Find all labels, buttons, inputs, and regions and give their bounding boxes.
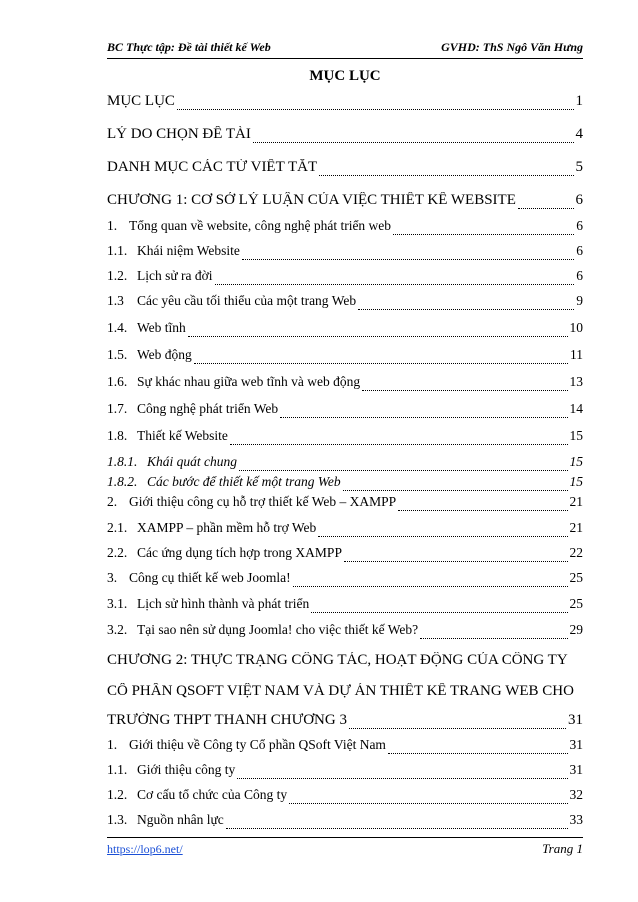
- toc-entry-page: 6: [575, 192, 583, 208]
- footer-link[interactable]: https://lop6.net/: [107, 842, 183, 856]
- toc-entry-text: Thiết kế Website: [137, 428, 228, 443]
- toc-entry-page: 33: [569, 812, 583, 827]
- toc-dot-leader: [239, 470, 568, 471]
- page-title: MỤC LỤC: [309, 68, 381, 84]
- toc-dot-leader: [343, 490, 568, 491]
- toc-entry-text: Lịch sử hình thành và phát triển: [137, 596, 310, 611]
- toc-entry-page: 22: [569, 545, 583, 560]
- toc-dot-leader: [344, 561, 568, 562]
- header-report-title: BC Thực tập: Đề tài thiết kế Web: [107, 40, 271, 54]
- page-footer: [107, 837, 583, 859]
- toc-entry[interactable]: [107, 401, 583, 423]
- toc-entry-text: Lịch sử ra đời: [137, 268, 213, 283]
- toc-dot-leader: [398, 510, 567, 511]
- toc-entry-text: MỤC LỤC: [107, 93, 175, 109]
- toc-dot-leader: [319, 175, 573, 176]
- toc-entry-text: Khái quát chung: [147, 454, 237, 469]
- toc-dot-leader: [420, 638, 567, 639]
- toc-dot-leader: [230, 444, 568, 445]
- toc-entry-text: Các bước để thiết kế một trang Web: [147, 474, 341, 489]
- toc-entry-page: 31: [569, 737, 583, 752]
- toc-entry-page: 13: [569, 374, 583, 389]
- toc-entry-number: 3.1.: [107, 596, 128, 611]
- toc-dot-leader: [358, 309, 574, 310]
- toc-dot-leader: [215, 284, 575, 285]
- toc-entry[interactable]: [107, 347, 583, 369]
- toc-entry-number: 1.8.1.: [107, 454, 138, 469]
- toc-entry-number: 1.5.: [107, 347, 128, 362]
- toc-entry-text: Giới thiệu công cụ hỗ trợ thiết kế Web – XAMPP: [129, 494, 397, 509]
- toc-dot-leader: [237, 778, 567, 779]
- toc-entry-text: Tại sao nên sử dụng Joomla! cho việc thiết kế Web?: [137, 622, 419, 637]
- toc-entry[interactable]: [107, 93, 583, 115]
- toc-entry[interactable]: [107, 596, 583, 618]
- toc-dot-leader: [393, 234, 574, 235]
- toc-entry[interactable]: [107, 494, 583, 516]
- toc-entry[interactable]: [107, 683, 583, 705]
- toc-entry-page: 9: [576, 293, 583, 308]
- toc-entry[interactable]: [107, 787, 583, 809]
- toc-entry-number: 1.1.: [107, 243, 128, 258]
- toc-entry-text: Giới thiệu về Công ty Cổ phần QSoft Việt Nam: [129, 737, 386, 752]
- toc-dot-leader: [362, 390, 567, 391]
- toc-entry-text: CỔ PHẦN QSOFT VIỆT NAM VÀ DỰ ÁN THIẾT KẾ TRANG WEB CHO: [107, 683, 574, 699]
- toc-entry-number: 3.2.: [107, 622, 128, 637]
- toc-entry-page: 15: [569, 428, 583, 443]
- toc-dot-leader: [280, 417, 567, 418]
- toc-entry[interactable]: [107, 374, 583, 396]
- toc-entry[interactable]: [107, 762, 583, 784]
- toc-entry-number: 1.7.: [107, 401, 128, 416]
- toc-entry-text: Web tĩnh: [137, 320, 186, 335]
- toc-entry[interactable]: [107, 622, 583, 644]
- toc-entry-text: CHƯƠNG 1: CƠ SỞ LÝ LUẬN CỦA VIỆC THIẾT KẾ WEBSITE: [107, 192, 516, 208]
- toc-dot-leader: [388, 753, 568, 754]
- toc-entry[interactable]: [107, 520, 583, 542]
- toc-entry[interactable]: [107, 320, 583, 342]
- toc-entry[interactable]: [107, 243, 583, 265]
- toc-entry-number: 1.3.: [107, 812, 128, 827]
- toc-entry[interactable]: [107, 474, 583, 496]
- toc-entry-page: 25: [569, 570, 583, 585]
- toc-dot-leader: [253, 142, 574, 143]
- toc-entry-page: 15: [569, 474, 583, 489]
- toc-entry-page: 11: [570, 347, 583, 362]
- toc-entry-number: 1.2.: [107, 268, 128, 283]
- toc-dot-leader: [188, 336, 568, 337]
- toc-dot-leader: [349, 728, 566, 729]
- toc-entry-text: Nguồn nhân lực: [137, 812, 224, 827]
- toc-entry-text: Các yêu cầu tối thiểu của một trang Web: [137, 293, 357, 308]
- toc-entry[interactable]: [107, 712, 583, 734]
- toc-entry-number: 1.8.2.: [107, 474, 138, 489]
- toc-entry-number: 1.: [107, 737, 118, 752]
- toc-entry-page: 29: [569, 622, 583, 637]
- footer-page-number: Trang 1: [542, 841, 583, 856]
- toc-entry-page: 32: [569, 787, 583, 802]
- toc-entry-page: 4: [575, 126, 583, 142]
- toc-entry-text: Công nghệ phát triển Web: [137, 401, 279, 416]
- page-header: [107, 37, 583, 59]
- toc-entry-page: 6: [576, 268, 583, 283]
- toc-entry-page: 21: [569, 520, 583, 535]
- toc-dot-leader: [226, 828, 568, 829]
- toc-entry-number: 3.: [107, 570, 118, 585]
- toc-entry-number: 1.3: [107, 293, 124, 308]
- toc-entry[interactable]: [107, 268, 583, 290]
- toc-entry-page: 5: [575, 159, 583, 175]
- toc-dot-leader: [318, 536, 567, 537]
- toc-dot-leader: [311, 612, 567, 613]
- header-supervisor: GVHD: ThS Ngô Văn Hưng: [441, 40, 583, 54]
- toc-entry[interactable]: [107, 159, 583, 181]
- toc-entry-number: 2.1.: [107, 520, 128, 535]
- toc-entry[interactable]: [107, 428, 583, 450]
- toc-entry[interactable]: [107, 218, 583, 240]
- toc-entry-text: Công cụ thiết kế web Joomla!: [129, 570, 291, 585]
- toc-entry-text: CHƯƠNG 2: THỰC TRẠNG CÔNG TÁC, HOẠT ĐỘNG CỦA CÔNG TY: [107, 652, 568, 668]
- toc-entry-page: 31: [568, 712, 583, 728]
- toc-entry-page: 6: [576, 218, 583, 233]
- toc-entry-page: 25: [569, 596, 583, 611]
- toc-entry[interactable]: [107, 570, 583, 592]
- toc-entry-page: 21: [569, 494, 583, 509]
- toc-dot-leader: [289, 803, 567, 804]
- toc-dot-leader: [518, 208, 574, 209]
- toc-entry-page: 31: [569, 762, 583, 777]
- toc-entry[interactable]: [107, 545, 583, 567]
- toc-entry-page: 6: [576, 243, 583, 258]
- toc-entry-text: LÝ DO CHỌN ĐỀ TÀI: [107, 126, 251, 142]
- toc-entry-text: DANH MỤC CÁC TỪ VIẾT TẮT: [107, 159, 318, 175]
- toc-entry-text: Khái niệm Website: [137, 243, 240, 258]
- toc-entry-text: Sự khác nhau giữa web tĩnh và web động: [137, 374, 361, 389]
- toc-entry[interactable]: [107, 652, 583, 674]
- toc-entry-page: 10: [569, 320, 583, 335]
- toc-entry-number: 1.4.: [107, 320, 128, 335]
- toc-entry-number: 1.2.: [107, 787, 128, 802]
- toc-entry[interactable]: [107, 293, 583, 315]
- toc-dot-leader: [242, 259, 574, 260]
- toc-entry-page: 14: [569, 401, 583, 416]
- toc-entry[interactable]: [107, 454, 583, 476]
- toc-entry-text: Các ứng dụng tích hợp trong XAMPP: [137, 545, 342, 560]
- toc-entry-number: 2.: [107, 494, 118, 509]
- toc-entry-page: 15: [569, 454, 583, 469]
- toc-entry-text: Tổng quan về website, công nghệ phát triển web: [129, 218, 392, 233]
- toc-entry[interactable]: [107, 126, 583, 148]
- toc-entry-text: Web động: [137, 347, 192, 362]
- toc-dot-leader: [177, 109, 574, 110]
- toc-entry-number: 1.8.: [107, 428, 128, 443]
- toc-entry-text: Cơ cấu tổ chức của Công ty: [137, 787, 288, 802]
- toc-dot-leader: [194, 363, 568, 364]
- toc-entry-number: 1.: [107, 218, 118, 233]
- toc-entry-number: 1.6.: [107, 374, 128, 389]
- toc-entry-page: 1: [575, 93, 583, 109]
- toc-entry[interactable]: [107, 737, 583, 759]
- toc-entry[interactable]: [107, 192, 583, 214]
- toc-entry-text: TRƯỜNG THPT THANH CHƯƠNG 3: [107, 712, 347, 728]
- toc-entry-number: 1.1.: [107, 762, 128, 777]
- toc-entry[interactable]: [107, 812, 583, 834]
- toc-entry-text: XAMPP – phần mềm hỗ trợ Web: [137, 520, 317, 535]
- toc-dot-leader: [293, 586, 568, 587]
- toc-entry-text: Giới thiệu công ty: [137, 762, 236, 777]
- toc-entry-number: 2.2.: [107, 545, 128, 560]
